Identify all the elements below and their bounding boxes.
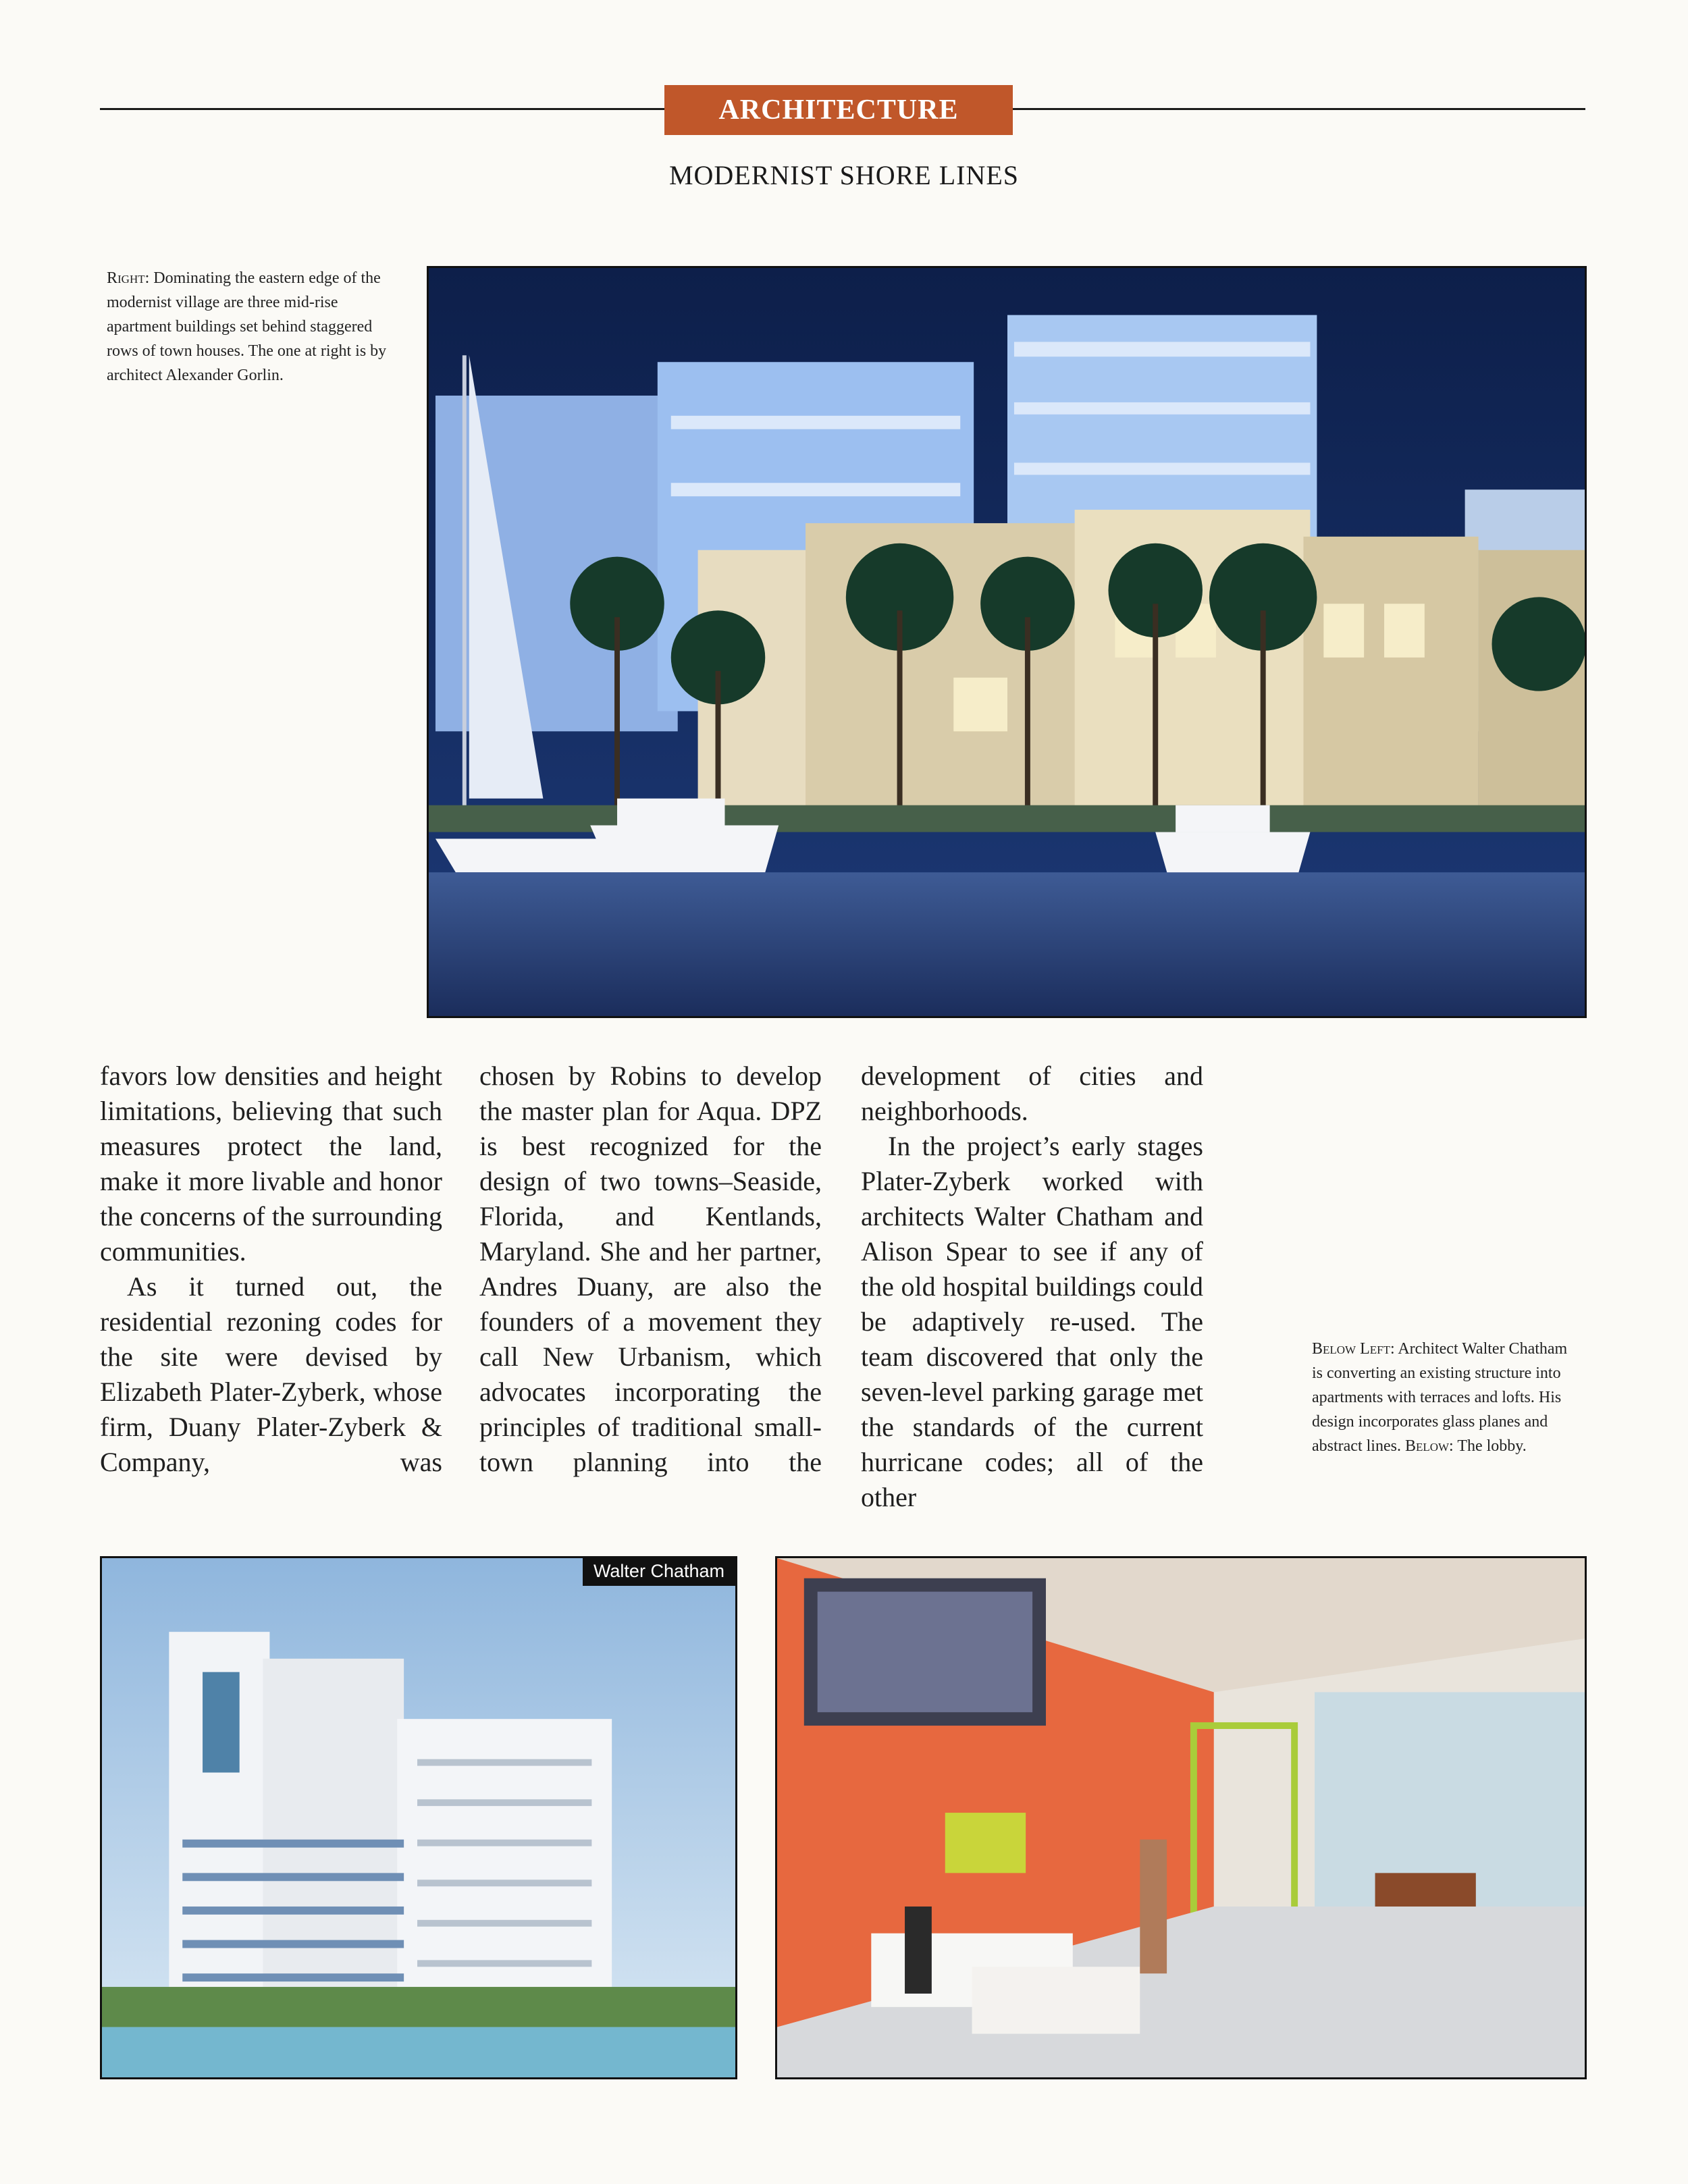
article-column-3 <box>861 1059 1203 1515</box>
hero-image <box>429 268 1585 1016</box>
caption-right-lead: Right: <box>107 269 150 287</box>
column-1-paragraph-1: favors low densities and height limitations, believing that such measures protect the land, make it more livable and honor the concerns of the surrounding communities. <box>100 1061 442 1267</box>
building-photo <box>100 1556 737 2079</box>
photo-credit: Walter Chatham <box>583 1558 735 1586</box>
article-column-2 <box>479 1059 822 1480</box>
header-rule-right <box>1013 108 1585 110</box>
caption-below-lead: Below Left: <box>1312 1340 1395 1358</box>
section-label: ARCHITECTURE <box>664 85 1013 135</box>
article-column-1 <box>100 1059 442 1480</box>
column-3-paragraph-2: In the project’s early stages Plater-Zyberk worked with architects Walter Chatham and Alison Spear to see if any of the old hospital buildings could be adaptively re-used. The team discovered that only the seven-level parking garage met the standards of the current hurricane codes; all of the other <box>861 1131 1203 1512</box>
caption-below-text: Architect Walter Chatham is converting an existing structure into apartments with terraces and lofts. His design incorporates glass planes and abstract lines. <box>1312 1340 1568 1455</box>
lobby-photo <box>775 1556 1587 2079</box>
caption-below-text-2: The lobby. <box>1457 1437 1527 1455</box>
caption-below <box>1312 1337 1582 1458</box>
column-2-paragraph-1: chosen by Robins to develop the master plan for Aqua. DPZ is best recognized for the design of two towns–Seaside, Florida, and Kentlands, Maryland. She and her partner, Andres Duany, are also the founders of a movement they call New Urbanism, which advocates incorporating the principles of traditional small-town planning into the <box>479 1061 822 1477</box>
header-rule-left <box>100 108 664 110</box>
hero-photo <box>427 266 1587 1018</box>
column-1-paragraph-2: As it turned out, the residential rezoning codes for the site were devised by Elizabeth Plater-Zyberk, whose firm, Duany Plater-Zyberk & Company, was <box>100 1271 442 1477</box>
caption-right <box>107 266 390 388</box>
lobby-image <box>777 1558 1585 2077</box>
column-3-paragraph-1: development of cities and neighborhoods. <box>861 1061 1203 1126</box>
article-headline: MODERNIST SHORE LINES <box>668 160 1020 190</box>
building-image <box>102 1558 735 2077</box>
caption-below-lead-2: Below: <box>1404 1437 1454 1455</box>
caption-right-text: Dominating the eastern edge of the modernist village are three mid-rise apartment buildings set behind staggered rows of town houses. The one at right is by architect Alexander Gorlin. <box>107 269 387 384</box>
